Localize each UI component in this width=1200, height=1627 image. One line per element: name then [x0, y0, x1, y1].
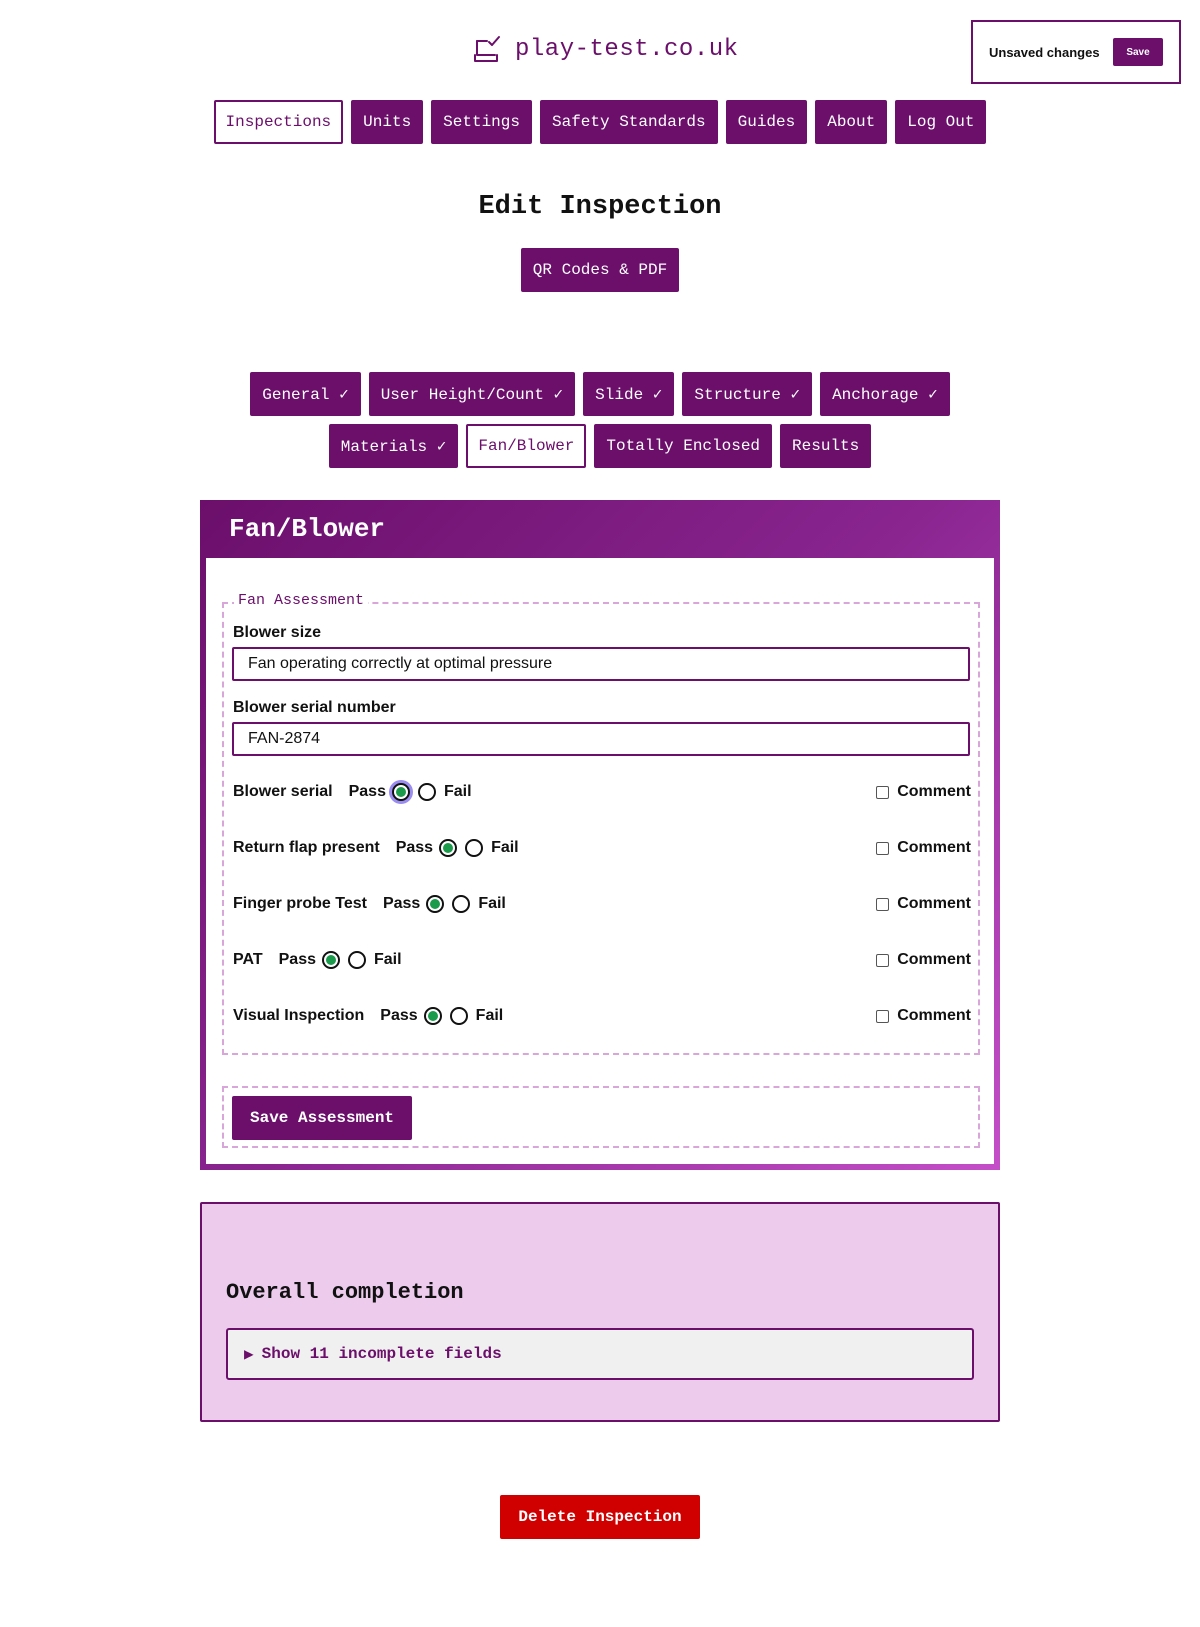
fail-radio[interactable] — [452, 895, 470, 913]
brand-name: play-test.co.uk — [515, 35, 739, 63]
comment-label: Comment — [897, 783, 971, 800]
check-name: PAT — [233, 951, 263, 968]
comment-toggle[interactable] — [876, 839, 971, 857]
comment-label: Comment — [897, 1007, 971, 1024]
comment-label: Comment — [897, 839, 971, 856]
fail-label: Fail — [443, 783, 472, 800]
pass-label: Pass — [382, 895, 421, 912]
pass-label: Pass — [380, 1007, 418, 1024]
comment-checkbox[interactable] — [876, 898, 889, 911]
overall-completion-panel — [200, 1202, 1000, 1422]
pass-label: Pass — [395, 839, 434, 856]
inspection-logo-icon — [471, 33, 503, 65]
check-name: Finger probe Test — [233, 895, 367, 912]
check-row-return-flap-present — [233, 836, 971, 860]
fail-label: Fail — [374, 951, 402, 968]
pass-radio[interactable] — [392, 783, 410, 801]
comment-checkbox[interactable] — [876, 1010, 889, 1023]
fail-radio[interactable] — [348, 951, 366, 969]
nav-settings[interactable]: Settings — [431, 100, 532, 144]
main-nav — [0, 100, 1200, 144]
overall-completion-title: Overall completion — [226, 1280, 464, 1305]
tab-results[interactable]: Results — [780, 424, 871, 468]
incomplete-fields-label: Show 11 incomplete fields — [261, 1345, 502, 1363]
fail-radio[interactable] — [465, 839, 483, 857]
check-row-visual-inspection — [233, 1004, 971, 1028]
fan-blower-panel — [200, 500, 1000, 1170]
blower-serial-number-input[interactable] — [232, 722, 970, 756]
fail-label: Fail — [475, 1007, 504, 1024]
comment-toggle[interactable] — [876, 1007, 971, 1025]
check-row-blower-serial — [233, 780, 971, 804]
fail-label: Fail — [478, 895, 506, 912]
qr-codes-pdf-button[interactable]: QR Codes & PDF — [521, 248, 679, 292]
pass-radio[interactable] — [424, 1007, 442, 1025]
unsaved-changes-panel — [971, 20, 1181, 84]
check-row-finger-probe-test — [233, 892, 971, 916]
unsaved-save-button[interactable]: Save — [1113, 38, 1163, 66]
nav-log-out[interactable]: Log Out — [895, 100, 986, 144]
blower-serial-number-label: Blower serial number — [233, 699, 396, 716]
panel-body — [206, 558, 994, 1164]
comment-label: Comment — [897, 895, 971, 912]
tab-materials[interactable]: Materials ✓ — [329, 424, 459, 468]
nav-safety-standards[interactable]: Safety Standards — [540, 100, 718, 144]
tab-totally-enclosed[interactable]: Totally Enclosed — [594, 424, 772, 468]
blower-size-label: Blower size — [233, 624, 322, 641]
delete-inspection-button[interactable]: Delete Inspection — [500, 1495, 700, 1539]
check-name: Blower serial — [233, 783, 333, 800]
panel-title: Fan/Blower — [229, 514, 386, 544]
fail-label: Fail — [491, 839, 519, 856]
comment-checkbox[interactable] — [876, 786, 889, 799]
tab-user-height-count[interactable]: User Height/Count ✓ — [369, 372, 575, 416]
fail-radio[interactable] — [450, 1007, 468, 1025]
page-title: Edit Inspection — [478, 192, 722, 222]
pass-radio[interactable] — [439, 839, 457, 857]
tab-general[interactable]: General ✓ — [250, 372, 360, 416]
incomplete-fields-summary[interactable] — [226, 1328, 974, 1380]
fan-assessment-fieldset — [222, 592, 980, 1055]
unsaved-changes-text: Unsaved changes — [989, 44, 1100, 60]
nav-units[interactable]: Units — [351, 100, 423, 144]
comment-checkbox[interactable] — [876, 954, 889, 967]
check-name: Visual Inspection — [233, 1007, 365, 1024]
fail-radio[interactable] — [418, 783, 436, 801]
section-tabs-row-2 — [0, 424, 1200, 468]
comment-toggle[interactable] — [876, 783, 971, 801]
comment-label: Comment — [897, 951, 971, 968]
nav-inspections[interactable]: Inspections — [214, 100, 344, 144]
comment-toggle[interactable] — [876, 895, 971, 913]
nav-about[interactable]: About — [815, 100, 887, 144]
pass-radio[interactable] — [426, 895, 444, 913]
comment-checkbox[interactable] — [876, 842, 889, 855]
save-assessment-button[interactable]: Save Assessment — [232, 1096, 412, 1140]
check-row-pat — [233, 948, 971, 972]
tab-fan-blower[interactable]: Fan/Blower — [466, 424, 586, 468]
pass-label: Pass — [348, 783, 386, 800]
pass-label: Pass — [278, 951, 316, 968]
disclosure-triangle-icon: ▶ — [244, 1346, 254, 1364]
tab-anchorage[interactable]: Anchorage ✓ — [820, 372, 950, 416]
section-tabs-row-1 — [0, 372, 1200, 416]
brand[interactable] — [471, 33, 739, 65]
comment-toggle[interactable] — [876, 951, 971, 969]
tab-structure[interactable]: Structure ✓ — [682, 372, 812, 416]
pass-radio[interactable] — [322, 951, 340, 969]
save-fieldset — [222, 1086, 980, 1148]
nav-guides[interactable]: Guides — [726, 100, 808, 144]
check-name: Return flap present — [233, 839, 380, 856]
tab-slide[interactable]: Slide ✓ — [583, 372, 674, 416]
blower-size-input[interactable] — [232, 647, 970, 681]
fieldset-legend: Fan Assessment — [234, 592, 368, 609]
